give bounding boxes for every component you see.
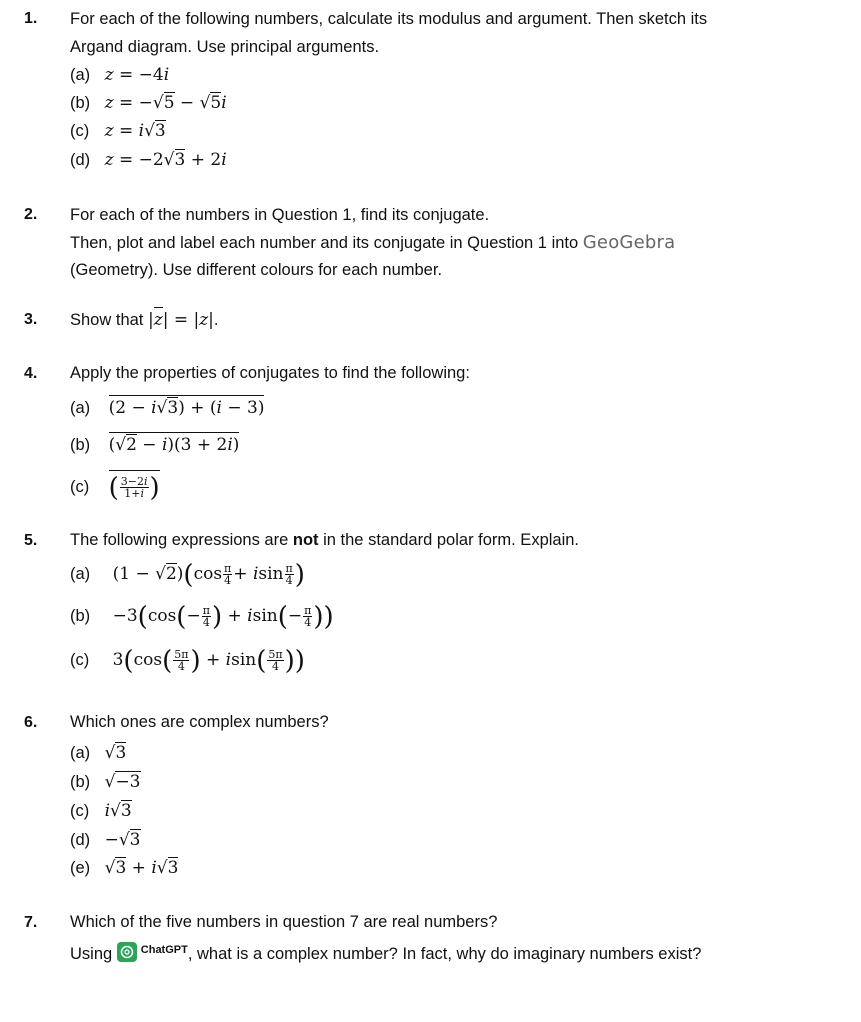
question-text: The following expressions are not in the standard polar form. Explain. xyxy=(70,531,580,549)
math-expression: i√3 xyxy=(104,801,132,821)
math-expression: −3(cos(− $\frac{\pi}{4}$ ) + isin(− $\frac{\pi}{4}$ )) xyxy=(112,602,334,632)
part-e: (e) √3 + i√3 xyxy=(70,858,179,878)
part-d: (d) −√3 xyxy=(70,830,141,850)
math-expression: ( $\frac{3-2i}{1+i}$ ) xyxy=(109,470,160,503)
math-expression: −√3 xyxy=(104,830,141,850)
geogebra-logo: GeoGebra xyxy=(582,232,676,253)
question-text: Show that |z| = |z|. xyxy=(70,310,219,330)
math-expression: (1 − √2)(cos $\frac{\pi}{4}$ + isin $\frac{\pi}{4}$ ) xyxy=(112,560,305,590)
question-number: 1. xyxy=(24,10,38,27)
chatgpt-label: ChatGPT xyxy=(140,944,188,956)
question-number: 3. xyxy=(24,311,38,328)
math-expression: (√2 − i)(3 + 2i) xyxy=(109,432,240,455)
part-a: (a) (2 − i√3) + (i − 3) xyxy=(70,398,264,418)
math-expression: (2 − i√3) + (i − 3) xyxy=(109,395,265,418)
question-number: 4. xyxy=(24,365,38,382)
part-b: (b) −3(cos(− $\frac{\pi}{4}$ ) + isin(− $\frac{\pi}{4}$ )) xyxy=(70,602,334,632)
question-number: 6. xyxy=(24,714,38,731)
part-b: (b) (√2 − i)(3 + 2i) xyxy=(70,435,239,455)
math-expression: √3 xyxy=(104,743,127,763)
math-expression: |z| = |z| xyxy=(148,307,214,330)
part-b: (b) z = −√5 − √5i xyxy=(70,93,227,113)
question-number: 5. xyxy=(24,532,38,549)
math-expression: z = −2√3 + 2i xyxy=(104,150,227,170)
question-text: For each of the following numbers, calculate its modulus and argument. Then sketch its xyxy=(70,10,708,28)
part-a: (a) (1 − √2)(cos $\frac{\pi}{4}$ + isin $\frac{\pi}{4}$ ) xyxy=(70,560,305,590)
part-c: (c) ( $\frac{3-2i}{1+i}$ ) xyxy=(70,470,160,503)
part-c: (c) i√3 xyxy=(70,801,132,821)
math-expression: √−3 xyxy=(104,772,141,792)
math-expression: √3 + i√3 xyxy=(104,858,179,878)
math-expression: 3(cos( $\frac{5\pi}{4}$ ) + isin( $\frac{5\pi}{4}$ )) xyxy=(112,646,305,676)
question-text: Using $^{ChatGPT}$, what is a complex number? In fact, why do imaginary numbers exist? xyxy=(70,944,702,963)
question-number: 7. xyxy=(24,914,38,931)
question-text: Apply the properties of conjugates to find the following: xyxy=(70,364,470,382)
question-text: Argand diagram. Use principal arguments. xyxy=(70,38,380,56)
question-text: (Geometry). Use different colours for each number. xyxy=(70,261,443,279)
question-text: Then, plot and label each number and its conjugate in Question 1 into GeoGebra xyxy=(70,232,676,253)
part-c: (c) 3(cos( $\frac{5\pi}{4}$ ) + isin( $\frac{5\pi}{4}$ )) xyxy=(70,646,305,676)
question-text: Which ones are complex numbers? xyxy=(70,713,329,731)
math-expression: z = −4i xyxy=(104,65,170,85)
part-a: (a) √3 xyxy=(70,743,127,763)
math-expression: z = i√3 xyxy=(104,121,166,141)
chatgpt-logo-icon xyxy=(117,942,137,962)
part-c: (c) z = i√3 xyxy=(70,121,166,141)
question-number: 2. xyxy=(24,206,38,223)
question-text: Which of the five numbers in question 7 are real numbers? xyxy=(70,913,498,931)
part-a: (a) z = −4i xyxy=(70,65,170,85)
math-expression: z = −√5 − √5i xyxy=(104,93,227,113)
part-b: (b) √−3 xyxy=(70,772,141,792)
part-d: (d) z = −2√3 + 2i xyxy=(70,150,227,170)
question-text: For each of the numbers in Question 1, find its conjugate. xyxy=(70,206,490,224)
